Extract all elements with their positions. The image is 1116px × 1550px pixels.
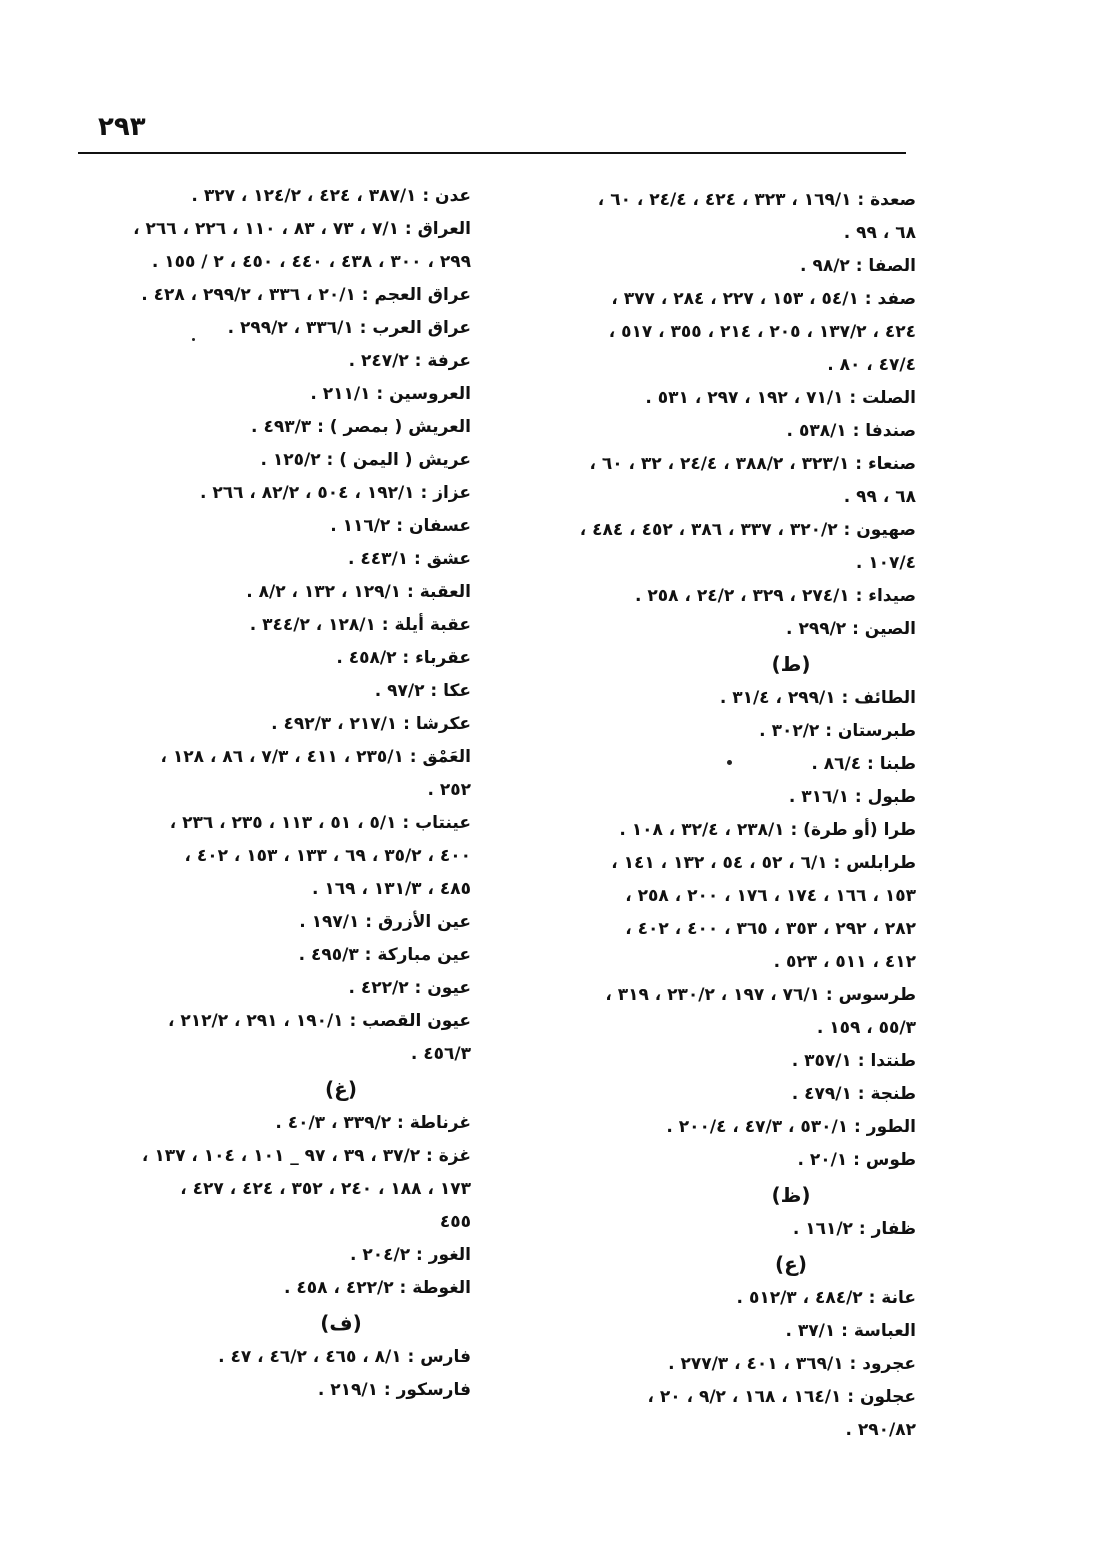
index-entry: العريش ( بمصر ) : ٤٩٣/٣ . — [251, 417, 471, 437]
index-entry: عكا : ٩٧/٢ . — [374, 681, 471, 701]
index-entry-continuation: ٤٠٠ ، ٣٥/٢ ، ٦٩ ، ١٣٣ ، ١٥٣ ، ٤٠٢ ، — [184, 846, 471, 866]
index-entry-continuation: ١٥٣ ، ١٦٦ ، ١٧٤ ، ١٧٦ ، ٢٠٠ ، ٢٥٨ ، — [625, 886, 916, 906]
index-entry-continuation: ٤٨٥ ، ١٣١/٣ ، ١٦٩ . — [312, 879, 471, 899]
index-entry: عشق : ٤٤٣/١ . — [348, 549, 471, 569]
index-entry: غزة : ٣٧/٢ ، ٣٩ ، ٩٧ _ ١٠١ ، ١٠٤ ، ١٣٧ ، — [141, 1146, 471, 1166]
index-entry: عين الأزرق : ١٩٧/١ . — [299, 912, 471, 932]
index-entry: فارس : ٨/١ ، ٤٦٥ ، ٤٦/٢ ، ٤٧ . — [218, 1347, 471, 1367]
index-entry: صهيون : ٣٢٠/٢ ، ٣٣٧ ، ٣٨٦ ، ٤٥٢ ، ٤٨٤ ، — [579, 520, 916, 540]
index-entry: عكرشا : ٢١٧/١ ، ٤٩٢/٣ . — [271, 714, 471, 734]
index-entry: عقبة أيلة : ١٢٨/١ ، ٣٤٤/٢ . — [249, 615, 471, 635]
index-entry: الغور : ٢٠٤/٢ . — [350, 1245, 471, 1265]
print-speck — [727, 760, 732, 765]
index-entry: الغوطة : ٤٢٢/٢ ، ٤٥٨ . — [284, 1278, 471, 1298]
index-entry: العَمْق : ٢٣٥/١ ، ٤١١ ، ٧/٣ ، ٨٦ ، ١٢٨ ، — [160, 747, 471, 767]
index-entry-continuation: ٦٨ ، ٩٩ . — [843, 487, 916, 507]
header-rule — [78, 152, 906, 154]
index-column-right — [526, 184, 916, 1447]
index-entry: طنتدا : ٣٥٧/١ . — [791, 1051, 916, 1071]
index-entry: العروسين : ٢١١/١ . — [310, 384, 471, 404]
index-entry-continuation: ١٧٣ ، ١٨٨ ، ٢٤٠ ، ٣٥٢ ، ٤٢٤ ، ٤٢٧ ، — [180, 1179, 471, 1199]
index-entry: عينتاب : ٥/١ ، ٥١ ، ١١٣ ، ٢٣٥ ، ٢٣٦ ، — [169, 813, 471, 833]
section-letter-heading: (غ) — [325, 1077, 357, 1101]
index-entry: صندفا : ٥٣٨/١ . — [786, 421, 916, 441]
index-entry: عين مباركة : ٤٩٥/٣ . — [298, 945, 471, 965]
index-entry: عريش ( اليمن ) : ١٢٥/٢ . — [260, 450, 471, 470]
index-entry: طبرستان : ٣٠٢/٢ . — [759, 721, 916, 741]
print-speck — [192, 338, 195, 341]
page-number: ٢٩٣ — [98, 112, 146, 142]
index-entry: طبول : ٣١٦/١ . — [788, 787, 916, 807]
index-entry: طرسوس : ٧٦/١ ، ١٩٧ ، ٢٣٠/٢ ، ٣١٩ ، — [605, 985, 916, 1005]
index-entry: غرناطة : ٣٣٩/٢ ، ٤٠/٣ . — [275, 1113, 471, 1133]
section-letter-heading: (ع) — [775, 1252, 807, 1276]
index-entry: عجرود : ٣٦٩/١ ، ٤٠١ ، ٢٧٧/٣ . — [668, 1354, 916, 1374]
index-entry: عسفان : ١١٦/٢ . — [330, 516, 471, 536]
index-entry: فارسكور : ٢١٩/١ . — [317, 1380, 471, 1400]
index-entry: صعدة : ١٦٩/١ ، ٣٢٣ ، ٤٢٤ ، ٢٤/٤ ، ٦٠ ، — [597, 190, 916, 210]
index-entry: عانة : ٤٨٤/٢ ، ٥١٢/٣ . — [736, 1288, 916, 1308]
index-entry-continuation: ٢٩٩ ، ٣٠٠ ، ٤٣٨ ، ٤٤٠ ، ٤٥٠ ، ٢ / ١٥٥ . — [151, 252, 471, 272]
index-entry: طبنا : ٨٦/٤ . — [811, 754, 916, 774]
index-entry: الطور : ٥٣٠/١ ، ٤٧/٣ ، ٢٠٠/٤ . — [666, 1117, 916, 1137]
index-entry: عزاز : ١٩٢/١ ، ٥٠٤ ، ٨٢/٢ ، ٢٦٦ . — [199, 483, 471, 503]
index-entry-continuation: ٤٢٤ ، ١٣٧/٢ ، ٢٠٥ ، ٢١٤ ، ٣٥٥ ، ٥١٧ ، — [608, 322, 916, 342]
index-entry-continuation: ٥٥/٣ ، ١٥٩ . — [816, 1018, 916, 1038]
index-entry: صفد : ٥٤/١ ، ١٥٣ ، ٢٢٧ ، ٢٨٤ ، ٣٧٧ ، — [611, 289, 916, 309]
index-entry-continuation: ٤٥٥ — [439, 1212, 471, 1232]
index-entry-continuation: ٢٨٢ ، ٢٩٢ ، ٣٥٣ ، ٣٦٥ ، ٤٠٠ ، ٤٠٢ ، — [625, 919, 916, 939]
index-entry-continuation: ٤٥٦/٣ . — [410, 1044, 471, 1064]
index-entry: العراق : ٧/١ ، ٧٣ ، ٨٣ ، ١١٠ ، ٢٢٦ ، ٢٦٦ ، — [133, 219, 471, 239]
index-entry: العقبة : ١٢٩/١ ، ١٣٢ ، ٨/٢ . — [246, 582, 471, 602]
index-entry: صنعاء : ٣٢٣/١ ، ٣٨٨/٢ ، ٢٤/٤ ، ٣٢ ، ٦٠ ، — [589, 454, 916, 474]
section-letter-heading: (ط) — [771, 652, 811, 676]
index-entry: طرابلس : ٦/١ ، ٥٢ ، ٥٤ ، ١٣٢ ، ١٤١ ، — [611, 853, 916, 873]
index-entry-continuation: ٤٧/٤ ، ٨٠ . — [827, 355, 916, 375]
index-entry: عيون : ٤٢٢/٢ . — [348, 978, 471, 998]
index-entry: عجلون : ١٦٤/١ ، ١٦٨ ، ٩/٢ ، ٢٠ ، — [647, 1387, 916, 1407]
index-entry-continuation: ٦٨ ، ٩٩ . — [843, 223, 916, 243]
index-entry: ظفار : ١٦١/٢ . — [792, 1219, 916, 1239]
index-entry: عراق العجم : ٢٠/١ ، ٣٣٦ ، ٢٩٩/٢ ، ٤٢٨ . — [141, 285, 471, 305]
index-entry: طرا (أو طرة) : ٢٣٨/١ ، ٣٢/٤ ، ١٠٨ . — [619, 820, 916, 840]
index-entry: صيداء : ٢٧٤/١ ، ٣٢٩ ، ٢٤/٢ ، ٢٥٨ . — [635, 586, 916, 606]
index-entry: الطائف : ٢٩٩/١ ، ٣١/٤ . — [719, 688, 916, 708]
section-letter-heading: (ظ) — [771, 1183, 811, 1207]
index-entry: طوس : ٢٠/١ . — [797, 1150, 916, 1170]
index-entry: الصفا : ٩٨/٢ . — [800, 256, 916, 276]
index-entry: عرفة : ٢٤٧/٢ . — [348, 351, 471, 371]
index-entry: العباسة : ٣٧/١ . — [785, 1321, 916, 1341]
section-letter-heading: (ف) — [320, 1311, 362, 1335]
index-entry-continuation: ٢٩٠/٨٢ . — [845, 1420, 916, 1440]
index-entry: عراق العرب : ٣٣٦/١ ، ٢٩٩/٢ . — [227, 318, 471, 338]
index-entry-continuation: ٤١٢ ، ٥١١ ، ٥٢٣ . — [773, 952, 916, 972]
index-entry-continuation: ٢٥٢ . — [427, 780, 471, 800]
index-entry: عقرباء : ٤٥٨/٢ . — [336, 648, 471, 668]
index-entry: الصلت : ٧١/١ ، ١٩٢ ، ٢٩٧ ، ٥٣١ . — [645, 388, 916, 408]
index-entry-continuation: ١٠٧/٤ . — [855, 553, 916, 573]
index-entry: طنجة : ٤٧٩/١ . — [791, 1084, 916, 1104]
index-entry: الصين : ٢٩٩/٢ . — [786, 619, 916, 639]
index-column-left — [91, 180, 471, 1407]
index-entry: عدن : ٣٨٧/١ ، ٤٢٤ ، ١٢٤/٢ ، ٣٢٧ . — [191, 186, 471, 206]
index-entry: عيون القصب : ١٩٠/١ ، ٢٩١ ، ٢١٢/٢ ، — [167, 1011, 471, 1031]
